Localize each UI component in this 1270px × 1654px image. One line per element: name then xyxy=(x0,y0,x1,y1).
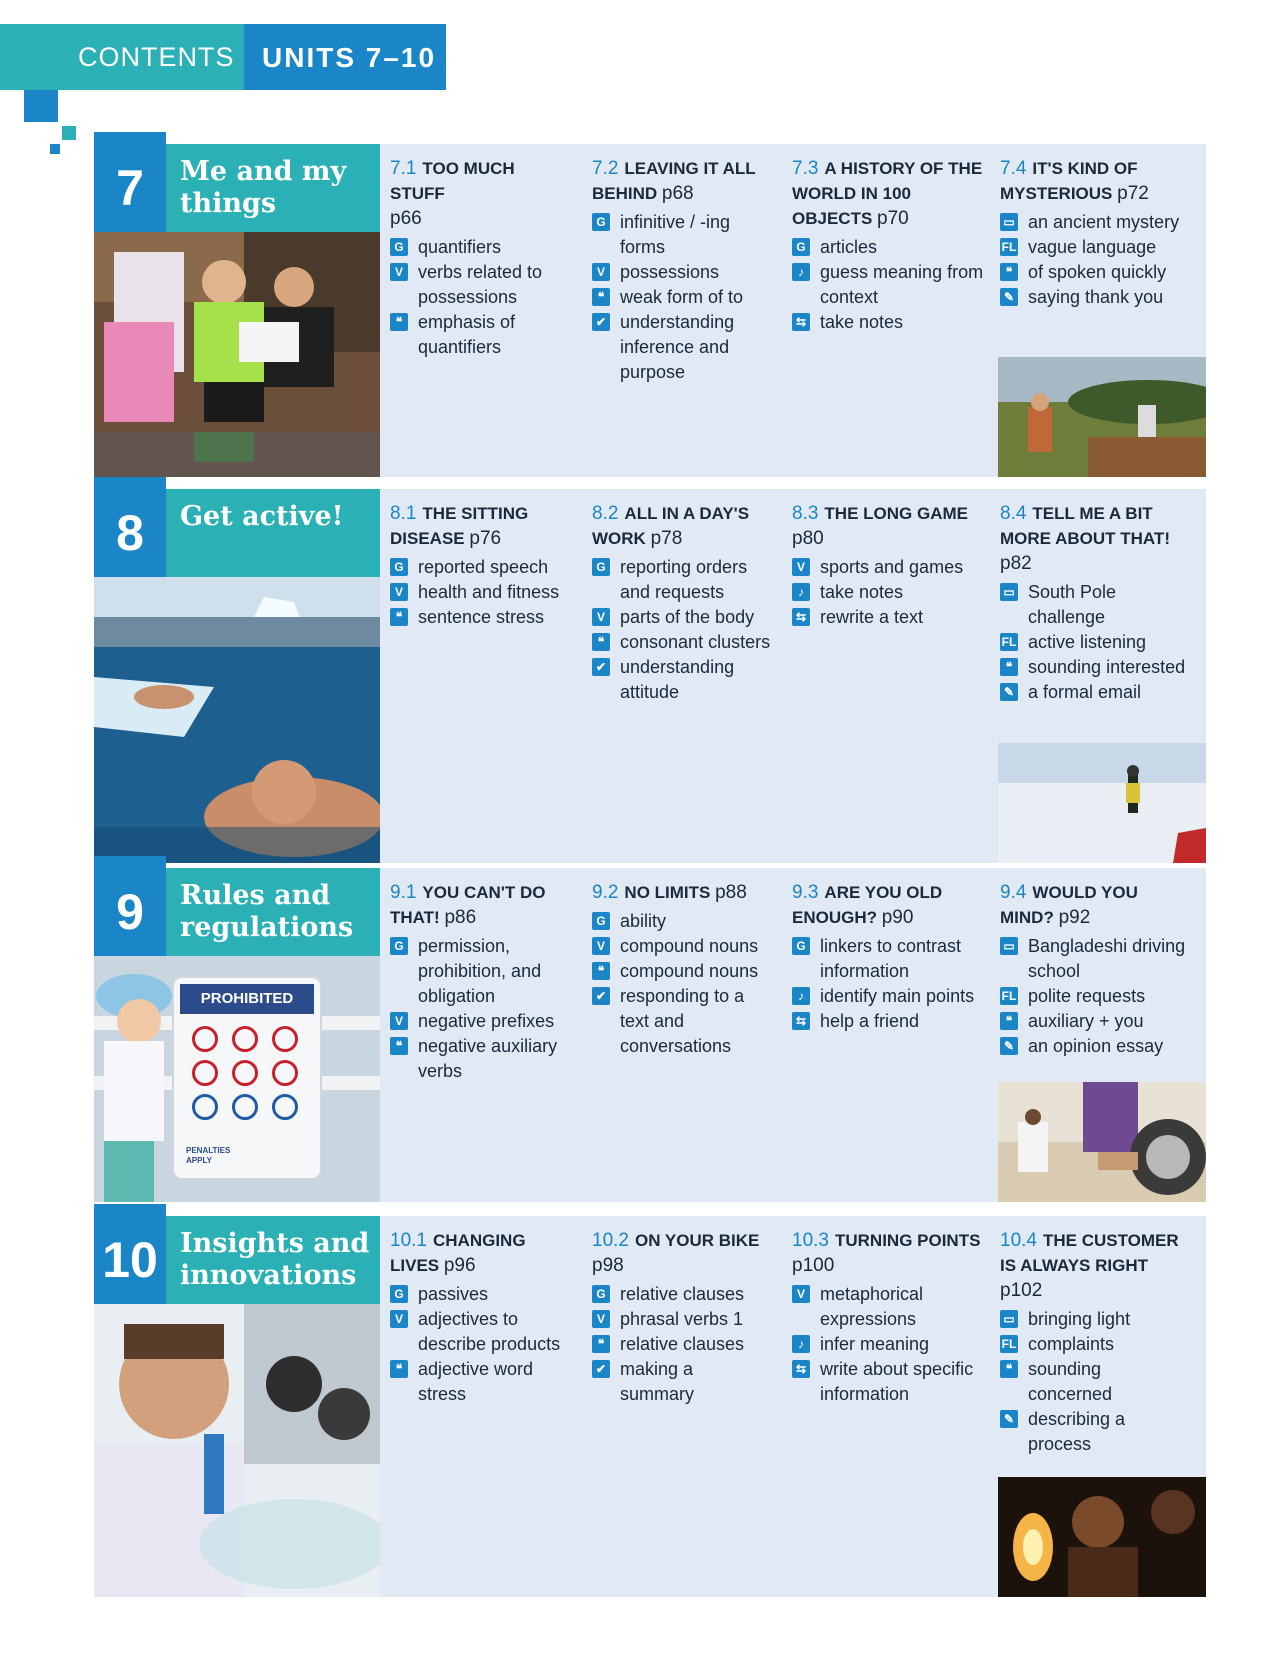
list-item xyxy=(1000,580,1190,630)
list-item xyxy=(592,1357,772,1407)
prohibited-symbol-icon xyxy=(232,1094,258,1120)
grammar-icon: G xyxy=(390,238,408,256)
lesson-10-3 xyxy=(792,1228,984,1407)
list-item xyxy=(390,260,572,310)
decor-square xyxy=(62,126,76,140)
lesson-page: p70 xyxy=(877,208,909,229)
list-item xyxy=(592,1307,772,1332)
item-text: guess meaning from context xyxy=(820,262,984,307)
lesson-title: TOO MUCH STUFF xyxy=(390,159,515,203)
unit-number: 10 xyxy=(94,1216,166,1304)
list-item xyxy=(1000,984,1190,1009)
pronunciation-icon: ❝ xyxy=(390,1037,408,1055)
writing-icon: ✎ xyxy=(1000,1410,1018,1428)
unit-photo xyxy=(94,577,380,863)
item-text: active listening xyxy=(1028,632,1147,652)
list-item xyxy=(390,310,572,360)
unit-title: Me and my things xyxy=(166,144,380,232)
unit-10 xyxy=(94,1216,1206,1597)
item-text: infer meaning xyxy=(820,1334,930,1354)
item-text: bringing light xyxy=(1028,1309,1131,1329)
lesson-7-1 xyxy=(390,156,572,360)
units-label: UNITS 7–10 xyxy=(262,42,437,73)
list-item xyxy=(1000,285,1200,310)
lesson-photo xyxy=(998,1082,1206,1202)
list-item xyxy=(1000,655,1190,680)
unit-title: Get active! xyxy=(166,489,380,577)
item-text: an opinion essay xyxy=(1028,1036,1164,1056)
lesson-number: 9.1 xyxy=(390,882,417,903)
vocabulary-icon: V xyxy=(592,937,610,955)
list-item xyxy=(592,310,772,385)
list-item xyxy=(592,260,772,285)
lesson-title: ARE YOU OLD ENOUGH? xyxy=(792,883,943,927)
lesson-8-3 xyxy=(792,501,984,630)
item-text: making a summary xyxy=(620,1359,695,1404)
list-item xyxy=(792,260,984,310)
list-item xyxy=(792,1332,984,1357)
lesson-8-4 xyxy=(1000,501,1190,705)
lesson-title: TELL ME A BIT MORE ABOUT THAT! xyxy=(1000,504,1170,548)
vocabulary-icon: V xyxy=(592,608,610,626)
lesson-page: p102 xyxy=(1000,1280,1043,1301)
list-item xyxy=(592,934,772,959)
lesson-10-1 xyxy=(390,1228,576,1407)
item-text: adjective word stress xyxy=(418,1359,534,1404)
unit-number: 9 xyxy=(94,868,166,956)
list-item xyxy=(792,1009,984,1034)
lesson-page: p68 xyxy=(661,183,694,204)
lesson-number: 8.4 xyxy=(1000,503,1027,524)
item-text: health and fitness xyxy=(418,582,560,602)
item-text: sounding interested xyxy=(1028,657,1186,677)
item-text: negative prefixes xyxy=(418,1011,555,1031)
item-text: saying thank you xyxy=(1028,287,1164,307)
prohibited-symbol-icon xyxy=(232,1060,258,1086)
vocabulary-icon: V xyxy=(792,1285,810,1303)
lesson-photo xyxy=(998,357,1206,477)
list-item xyxy=(1000,1357,1190,1407)
unit-8 xyxy=(94,489,1206,863)
vocabulary-icon: V xyxy=(390,263,408,281)
pronunciation-icon: ❝ xyxy=(1000,658,1018,676)
list-item xyxy=(1000,934,1190,984)
list-item xyxy=(592,1282,772,1307)
item-text: Bangladeshi driving school xyxy=(1028,936,1186,981)
unit-number: 7 xyxy=(94,144,166,232)
item-text: describing a process xyxy=(1028,1409,1126,1454)
sign-symbols xyxy=(174,1026,320,1120)
video-icon: ▭ xyxy=(1000,213,1018,231)
writing-icon: ✎ xyxy=(1000,288,1018,306)
item-text: relative clauses xyxy=(620,1284,745,1304)
lesson-title: A HISTORY OF THE WORLD IN 100 OBJECTS xyxy=(792,159,983,228)
sign-header: PROHIBITED xyxy=(180,984,314,1014)
item-text: phrasal verbs 1 xyxy=(620,1309,744,1329)
list-item xyxy=(592,210,772,260)
lesson-page: p92 xyxy=(1058,907,1091,928)
grammar-icon: G xyxy=(592,912,610,930)
decor-square xyxy=(50,144,60,154)
list-item xyxy=(792,1357,984,1407)
reading-icon: ✔ xyxy=(592,313,610,331)
writing-skill-icon: ⇆ xyxy=(792,608,810,626)
lesson-10-4 xyxy=(1000,1228,1190,1457)
lesson-8-2 xyxy=(592,501,772,705)
lesson-number: 10.3 xyxy=(792,1230,829,1251)
contents-label: CONTENTS xyxy=(78,42,235,72)
functional-language-icon: FL xyxy=(1001,240,1017,254)
list-item xyxy=(390,1009,576,1034)
lesson-number: 9.3 xyxy=(792,882,819,903)
item-text: sports and games xyxy=(820,557,964,577)
list-item xyxy=(390,1282,576,1307)
item-text: parts of the body xyxy=(620,607,755,627)
prohibited-symbol-icon xyxy=(272,1026,298,1052)
lesson-title: CHANGING LIVES xyxy=(390,1231,526,1275)
unit-photo xyxy=(94,1304,380,1597)
reading-icon: ✔ xyxy=(592,658,610,676)
lesson-number: 10.1 xyxy=(390,1230,427,1251)
unit-tab xyxy=(94,477,166,489)
writing-skill-icon: ⇆ xyxy=(792,313,810,331)
unit-9 xyxy=(94,868,1206,1202)
lesson-page: p78 xyxy=(650,528,683,549)
lesson-page: p90 xyxy=(881,907,914,928)
grammar-icon: G xyxy=(390,937,408,955)
listening-icon: ♪ xyxy=(792,583,810,601)
vocabulary-icon: V xyxy=(390,1012,408,1030)
grammar-icon: G xyxy=(390,1285,408,1303)
lesson-number: 7.3 xyxy=(792,158,819,179)
functional-language-icon: FL xyxy=(1001,989,1017,1003)
item-text: take notes xyxy=(820,582,904,602)
item-text: adjectives to describe products xyxy=(418,1309,561,1354)
item-text: negative auxiliary verbs xyxy=(418,1036,558,1081)
prohibited-symbol-icon xyxy=(192,1026,218,1052)
item-text: consonant clusters xyxy=(620,632,771,652)
grammar-icon: G xyxy=(390,558,408,576)
list-item xyxy=(592,1332,772,1357)
list-item xyxy=(592,605,772,630)
lesson-title: IT'S KIND OF MYSTERIOUS xyxy=(1000,159,1138,203)
lesson-page: p100 xyxy=(792,1255,835,1276)
lesson-page: p80 xyxy=(792,528,824,549)
item-text: understanding attitude xyxy=(620,657,735,702)
list-item xyxy=(792,555,984,580)
prohibited-symbol-icon xyxy=(272,1060,298,1086)
lesson-number: 7.2 xyxy=(592,158,619,179)
item-text: sounding concerned xyxy=(1028,1359,1113,1404)
pronunciation-icon: ❝ xyxy=(592,1335,610,1353)
lesson-title: LEAVING IT ALL BEHIND xyxy=(592,159,756,203)
list-item xyxy=(1000,630,1190,655)
item-text: verbs related to possessions xyxy=(418,262,543,307)
list-item xyxy=(1000,1407,1190,1457)
lesson-10-2 xyxy=(592,1228,772,1407)
list-item xyxy=(390,555,572,580)
item-text: reporting orders and requests xyxy=(620,557,748,602)
unit-photo xyxy=(94,956,380,1202)
unit-tab xyxy=(94,856,166,868)
item-text: sentence stress xyxy=(418,607,545,627)
pronunciation-icon: ❝ xyxy=(1000,1360,1018,1378)
grammar-icon: G xyxy=(592,1285,610,1303)
prohibited-symbol-icon xyxy=(272,1094,298,1120)
item-text: weak form of to xyxy=(620,287,744,307)
item-text: passives xyxy=(418,1284,489,1304)
prohibited-symbol-icon xyxy=(232,1026,258,1052)
lesson-title: THE LONG GAME xyxy=(824,504,968,523)
decor-square xyxy=(24,90,58,122)
list-item xyxy=(1000,235,1200,260)
item-text: an ancient mystery xyxy=(1028,212,1180,232)
prohibited-symbol-icon xyxy=(192,1060,218,1086)
functional-language-icon: FL xyxy=(1001,1337,1017,1351)
unit-photo xyxy=(94,232,380,477)
pronunciation-icon: ❝ xyxy=(390,313,408,331)
list-item xyxy=(1000,1009,1190,1034)
lesson-number: 9.4 xyxy=(1000,882,1027,903)
item-text: compound nouns xyxy=(620,936,759,956)
pronunciation-icon: ❝ xyxy=(390,608,408,626)
list-item xyxy=(390,1307,576,1357)
writing-skill-icon: ⇆ xyxy=(792,1360,810,1378)
listening-icon: ♪ xyxy=(792,263,810,281)
writing-icon: ✎ xyxy=(1000,1037,1018,1055)
unit-title: Insights and innovations xyxy=(166,1216,380,1304)
lesson-number: 9.2 xyxy=(592,882,619,903)
grammar-icon: G xyxy=(792,937,810,955)
unit-title: Rules and regulations xyxy=(166,868,380,956)
lesson-title: ALL IN A DAY'S WORK xyxy=(592,504,750,548)
video-icon: ▭ xyxy=(1000,937,1018,955)
item-text: write about specific information xyxy=(820,1359,974,1404)
reading-icon: ✔ xyxy=(592,987,610,1005)
lesson-number: 8.1 xyxy=(390,503,417,524)
lesson-number: 8.3 xyxy=(792,503,819,524)
item-text: ability xyxy=(620,911,667,931)
sign-footer: PENALTIES APPLY xyxy=(186,1146,231,1165)
list-item xyxy=(390,1357,576,1407)
lesson-title: ON YOUR BIKE xyxy=(634,1231,760,1250)
item-text: reported speech xyxy=(418,557,549,577)
functional-language-icon: FL xyxy=(1001,635,1017,649)
item-text: take notes xyxy=(820,312,904,332)
pronunciation-icon: ❝ xyxy=(1000,263,1018,281)
item-text: auxiliary + you xyxy=(1028,1011,1144,1031)
pronunciation-icon: ❝ xyxy=(390,1360,408,1378)
item-text: identify main points xyxy=(820,986,975,1006)
item-text: possessions xyxy=(620,262,720,282)
item-text: articles xyxy=(820,237,878,257)
grammar-icon: G xyxy=(592,213,610,231)
list-item xyxy=(1000,680,1190,705)
lesson-page: p82 xyxy=(1000,553,1032,574)
list-item xyxy=(390,580,572,605)
item-text: a formal email xyxy=(1028,682,1142,702)
lesson-9-2 xyxy=(592,880,772,1059)
listening-icon: ♪ xyxy=(792,1335,810,1353)
lesson-page: p76 xyxy=(469,528,502,549)
item-text: infinitive / -ing forms xyxy=(620,212,731,257)
lesson-page: p72 xyxy=(1117,183,1149,204)
list-item xyxy=(1000,1034,1190,1059)
lesson-7-2 xyxy=(592,156,772,385)
list-item xyxy=(390,605,572,630)
list-item xyxy=(1000,1307,1190,1332)
writing-skill-icon: ⇆ xyxy=(792,1012,810,1030)
vocabulary-icon: V xyxy=(390,583,408,601)
lesson-title: TURNING POINTS xyxy=(834,1231,981,1250)
lesson-number: 8.2 xyxy=(592,503,619,524)
lesson-title: NO LIMITS xyxy=(624,883,711,902)
grammar-icon: G xyxy=(792,238,810,256)
item-text: polite requests xyxy=(1028,986,1146,1006)
list-item xyxy=(592,285,772,310)
list-item xyxy=(592,655,772,705)
lesson-title: THE SITTING DISEASE xyxy=(390,504,529,548)
item-text: vague language xyxy=(1028,237,1157,257)
vocabulary-icon: V xyxy=(592,263,610,281)
lesson-page: p66 xyxy=(390,208,422,229)
item-text: permission, prohibition, and obligation xyxy=(418,936,542,1006)
lesson-page: p88 xyxy=(715,882,747,903)
unit-number: 8 xyxy=(94,489,166,577)
unit-7 xyxy=(94,144,1206,477)
lesson-9-4 xyxy=(1000,880,1190,1059)
item-text: linkers to contrast information xyxy=(820,936,962,981)
lesson-number: 10.2 xyxy=(592,1230,629,1251)
vocabulary-icon: V xyxy=(390,1310,408,1328)
lesson-photo xyxy=(998,1477,1206,1597)
vocabulary-icon: V xyxy=(592,1310,610,1328)
item-text: compound nouns xyxy=(620,961,759,981)
lesson-9-3 xyxy=(792,880,984,1034)
lesson-number: 10.4 xyxy=(1000,1230,1037,1251)
lesson-photo xyxy=(998,743,1206,863)
list-item xyxy=(592,959,772,984)
list-item xyxy=(390,1034,576,1084)
list-item xyxy=(592,984,772,1059)
item-text: help a friend xyxy=(820,1011,920,1031)
vocabulary-icon: V xyxy=(792,558,810,576)
item-text: of spoken quickly xyxy=(1028,262,1167,282)
list-item xyxy=(792,605,984,630)
lesson-7-3 xyxy=(792,156,984,335)
video-icon: ▭ xyxy=(1000,1310,1018,1328)
lesson-8-1 xyxy=(390,501,572,630)
list-item xyxy=(792,235,984,260)
lesson-title: YOU CAN'T DO THAT! xyxy=(390,883,546,927)
list-item xyxy=(792,310,984,335)
item-text: emphasis of quantifiers xyxy=(418,312,516,357)
video-icon: ▭ xyxy=(1000,583,1018,601)
list-item xyxy=(390,235,572,260)
lesson-page: p86 xyxy=(444,907,477,928)
list-item xyxy=(792,1282,984,1332)
lesson-title: WOULD YOU MIND? xyxy=(1000,883,1138,927)
item-text: South Pole challenge xyxy=(1028,582,1117,627)
prohibited-symbol-icon xyxy=(192,1094,218,1120)
pronunciation-icon: ❝ xyxy=(592,962,610,980)
list-item xyxy=(1000,1332,1190,1357)
lesson-number: 7.4 xyxy=(1000,158,1027,179)
item-text: complaints xyxy=(1028,1334,1115,1354)
lesson-9-1 xyxy=(390,880,576,1084)
list-item xyxy=(1000,210,1200,235)
item-text: metaphorical expressions xyxy=(820,1284,924,1329)
prohibited-sign xyxy=(172,976,322,1180)
unit-tab xyxy=(94,132,166,144)
list-item xyxy=(592,630,772,655)
lesson-7-4 xyxy=(1000,156,1200,310)
item-text: quantifiers xyxy=(418,237,502,257)
list-item xyxy=(792,984,984,1009)
list-item xyxy=(1000,260,1200,285)
item-text: rewrite a text xyxy=(820,607,924,627)
lesson-number: 7.1 xyxy=(390,158,417,179)
item-text: responding to a text and conversations xyxy=(620,986,745,1056)
lesson-page: p96 xyxy=(443,1255,476,1276)
lesson-page: p98 xyxy=(592,1255,624,1276)
writing-icon: ✎ xyxy=(1000,683,1018,701)
pronunciation-icon: ❝ xyxy=(592,288,610,306)
list-item xyxy=(390,934,576,1009)
list-item xyxy=(792,580,984,605)
list-item xyxy=(792,934,984,984)
item-text: relative clauses xyxy=(620,1334,745,1354)
lesson-title: THE CUSTOMER IS ALWAYS RIGHT xyxy=(1000,1231,1179,1275)
pronunciation-icon: ❝ xyxy=(1000,1012,1018,1030)
listening-icon: ♪ xyxy=(792,987,810,1005)
list-item xyxy=(592,909,772,934)
pronunciation-icon: ❝ xyxy=(592,633,610,651)
grammar-icon: G xyxy=(592,558,610,576)
reading-icon: ✔ xyxy=(592,1360,610,1378)
item-text: understanding inference and purpose xyxy=(620,312,735,382)
unit-tab xyxy=(94,1204,166,1216)
list-item xyxy=(592,555,772,605)
